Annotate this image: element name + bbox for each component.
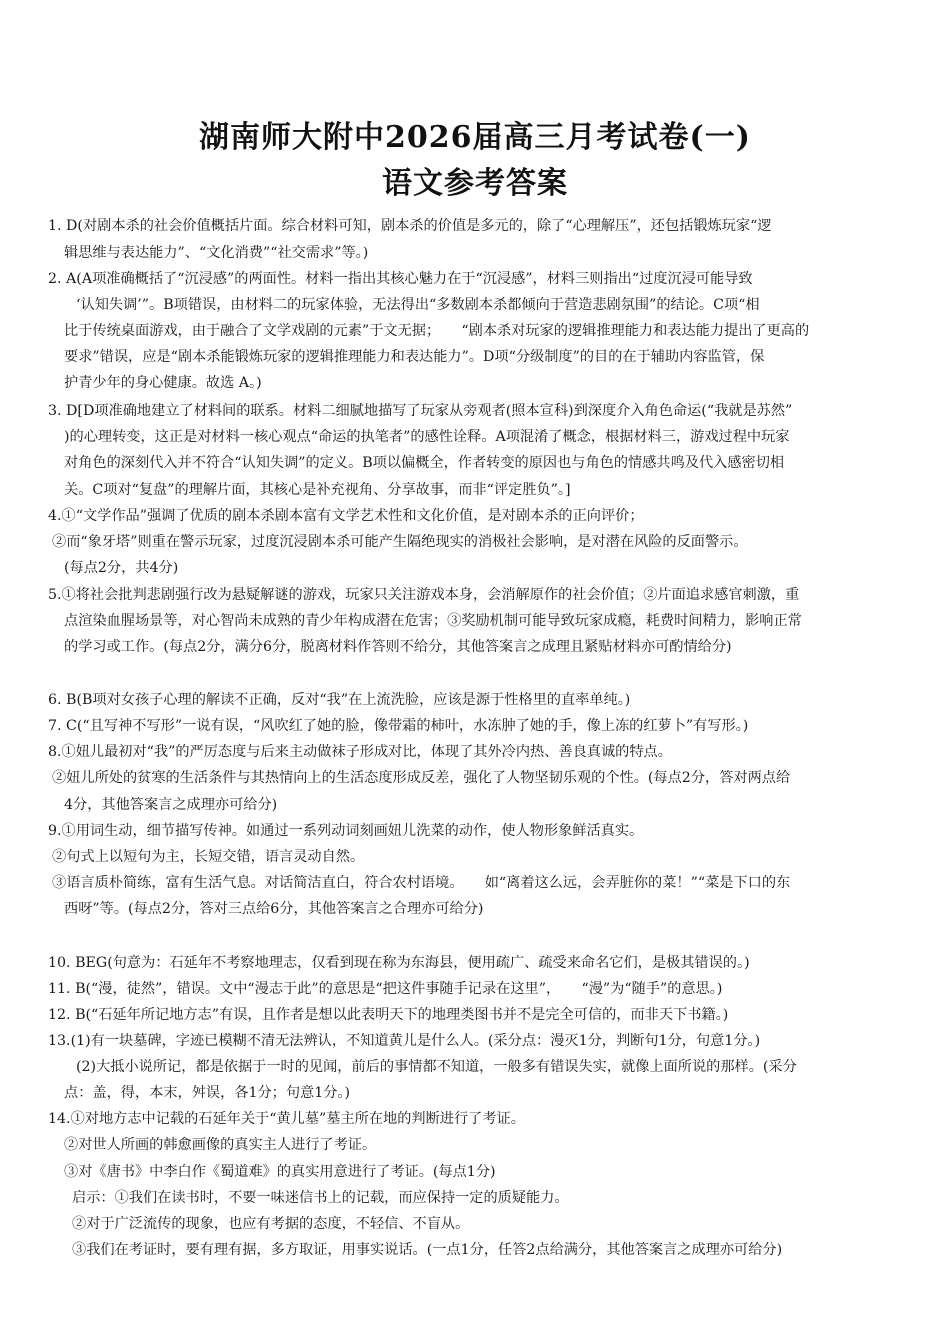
answer-8-line-2: ②妞儿所处的贫寒的生活条件与其热情向上的生活态度形成反差，强化了人物坚韧乐观的个性。(每点2分，答对两点给 — [52, 770, 791, 786]
answer-14-insight-2: ②对于广泛流传的现象，也应有考据的态度，不轻信、不盲从。 — [72, 1216, 470, 1232]
answer-2-line-2: ‘认知失调’”。B项错误，由材料二的玩家体验，无法得出“多数剧本杀都倾向于营造悲剧氛围”的结论。C项“相 — [76, 297, 760, 313]
answer-4-line-1: 4.①“文学作品”强调了优质的剧本杀剧本富有文学艺术性和文化价值，是对剧本杀的正向评价； — [48, 508, 644, 524]
answer-13-line-1: 13.(1)有一块墓碑，字迹已模糊不清无法辨认，不知道黄儿是什么人。(采分点：漫灭1分，判断句1分，句意1分。) — [48, 1033, 761, 1049]
answer-3-line-3: 对角色的深刻代入并不符合“认知失调”的定义。B项以偏概全，作者转变的原因也与角色的情感共鸣及代入感密切相 — [64, 455, 785, 471]
answer-8-line-1: 8.①妞儿最初对“我”的严厉态度与后来主动做袜子形成对比，体现了其外冷内热、善良真诚的特点。 — [48, 744, 672, 760]
answer-3-line-1: 3. D[D项准确地建立了材料间的联系。材料二细腻地描写了玩家从旁观者(照本宣科)到深度介入角色命运(“我就是苏然” — [48, 403, 793, 419]
answer-13-line-3: 点：盖，得，本末，舛误，各1分；句意1分。) — [64, 1085, 351, 1101]
answer-5-line-1: 5.①将社会批判悲剧强行改为悬疑解谜的游戏，玩家只关注游戏本身，会消解原作的社会价值；②片面追求感官刺激，重 — [48, 587, 800, 603]
answer-14-insight-1: 启示：①我们在读书时，不要一味迷信书上的记载，而应保持一定的质疑能力。 — [72, 1190, 569, 1206]
answer-12: 12. B(“石延年所记地方志”有误，且作者是想以此表明天下的地理类图书并不是完全可信的，而非天下书籍。) — [48, 1007, 729, 1023]
answer-3-line-2: )的心理转变，这正是对材料一核心观点“命运的执笔者”的感性诠释。A项混淆了概念，根据材料三，游戏过程中玩家 — [64, 429, 790, 445]
answer-2-line-3: 比于传统桌面游戏，由于融合了文学戏剧的元素”于文无据； “剧本杀对玩家的逻辑推理能力和表达能力提出了更高的 — [64, 323, 810, 339]
answer-5-line-3: 的学习或工作。(每点2分，满分6分，脱离材料作答则不给分，其他答案言之成理且紧贴材料亦可酌情给分) — [64, 639, 732, 655]
answer-14-line-3: ③对《唐书》中李白作《蜀道难》的真实用意进行了考证。(每点1分) — [64, 1164, 496, 1180]
answer-2-line-4: 要求”错误，应是“剧本杀能锻炼玩家的逻辑推理能力和表达能力”。D项“分级制度”的目的在于辅助内容监管，保 — [64, 349, 765, 365]
answer-4-line-2: ②而“象牙塔”则重在警示玩家，过度沉浸剧本杀可能产生隔绝现实的消极社会影响，是对潜在风险的反面警示。 — [52, 534, 748, 550]
answer-9-line-1: 9.①用词生动，细节描写传神。如通过一系列动词刻画妞儿洗菜的动作，使人物形象鲜活真实。 — [48, 823, 644, 839]
answer-7: 7. C(“且写神不写形”一说有误，“风吹红了她的脸，像带霜的柿叶，水冻肿了她的手，像上冻的红萝卜”有写形。) — [48, 718, 749, 734]
document-title: 湖南师大附中2026届高三月考试卷(一) — [199, 120, 751, 155]
answer-9-line-3: ③语言质朴简练，富有生活气息。对话简洁直白，符合农村语境。 如“离着这么远，会弄脏你的菜！”“菜是下口的东 — [52, 875, 791, 891]
document-subtitle: 语文参考答案 — [382, 166, 568, 201]
answer-9-line-2: ②句式上以短句为主，长短交错，语言灵动自然。 — [52, 849, 365, 865]
answer-14-insight-3: ③我们在考证时，要有理有据，多方取证，用事实说话。(一点1分，任答2点给满分，其他答案言之成理亦可给分) — [72, 1242, 783, 1258]
answer-6: 6. B(B项对女孩子心理的解读不正确，反对“我”在上流洗脸，应该是源于性格里的直率单纯。) — [48, 692, 631, 708]
answer-14-line-2: ②对世人所画的韩愈画像的真实主人进行了考证。 — [64, 1137, 377, 1153]
answer-9-line-4: 西呀”等。(每点2分，答对三点给6分，其他答案言之合理亦可给分) — [64, 901, 484, 917]
answer-13-line-2: (2)大抵小说所记，都是依据于一时的见闻，前后的事情都不知道，一般多有错误失实，就像上面所说的那样。(采分 — [76, 1059, 797, 1075]
answer-14-line-1: 14.①对地方志中记载的石延年关于“黄儿墓”墓主所在地的判断进行了考证。 — [48, 1111, 525, 1127]
answer-4-score: (每点2分，共4分) — [64, 560, 179, 576]
answer-10: 10. BEG(句意为：石延年不考察地理志，仅看到现在称为东海县，便用疏广、疏受来命名它们，是极其错误的。) — [48, 955, 750, 971]
answer-1-line-1: 1. D(对剧本杀的社会价值概括片面。综合材料可知，剧本杀的价值是多元的，除了“心理解压”，还包括锻炼玩家“逻 — [48, 218, 772, 234]
answer-2-line-1: 2. A(A项准确概括了“沉浸感”的两面性。材料一指出其核心魅力在于“沉浸感”，材料三则指出“过度沉浸可能导致 — [48, 271, 753, 287]
answer-5-line-2: 点渲染血腥场景等，对心智尚未成熟的青少年构成潜在危害；③奖励机制可能导致玩家成瘾，耗费时间精力，影响正常 — [64, 613, 802, 629]
answer-1-line-2: 辑思维与表达能力”、“文化消费”“社交需求”等。) — [64, 245, 369, 261]
answer-2-line-5: 护青少年的身心健康。故选 A。) — [64, 375, 262, 391]
answer-11: 11. B(“漫，徒然”，错误。文中“漫志于此”的意思是“把这件事随手记录在这里”， “漫”为“随手”的意思。) — [48, 981, 723, 997]
answer-3-line-4: 关。C项对“复盘”的理解片面，其核心是补充视角、分享故事，而非“评定胜负”。] — [64, 482, 571, 498]
answer-8-line-3: 4分，其他答案言之成理亦可给分) — [64, 797, 278, 813]
